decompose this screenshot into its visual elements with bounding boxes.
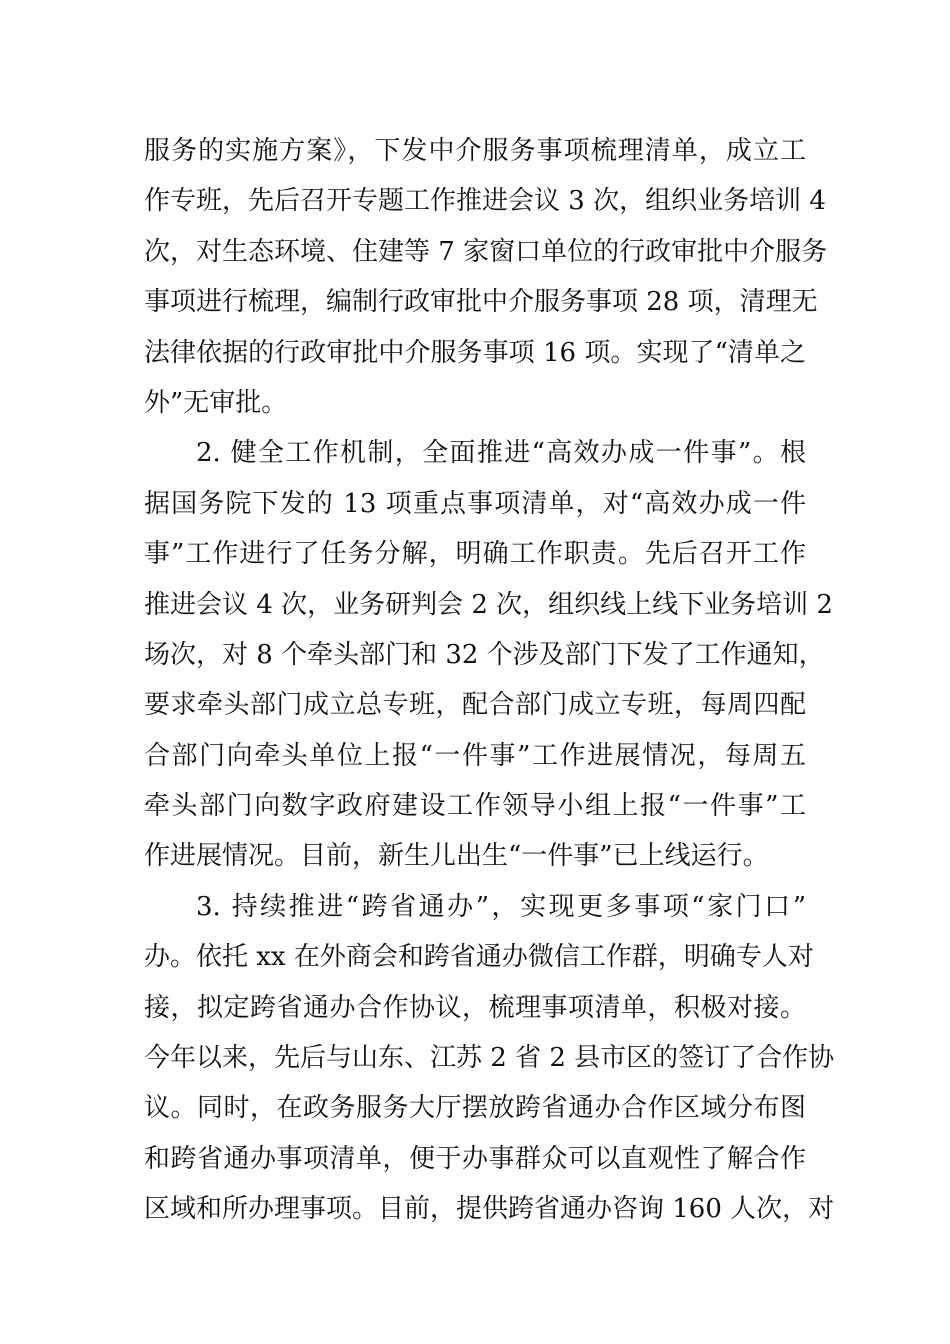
text-line: 要求牵头部门成立总专班，配合部门成立专班，每周四配 [144,690,806,721]
text-line: 合部门向牵头单位上报“一件事”工作进展情况，每周五 [144,740,806,771]
text-line: 事项进行梳理，编制行政审批中介服务事项 28 项，清理无 [144,287,818,318]
text-line: 今年以来，先后与山东、江苏 2 省 2 县市区的签订了合作协 [144,1043,835,1074]
text-line: 外”无审批。 [144,387,288,418]
text-line: 接，拟定跨省通办合作协议，梳理事项清单，积极对接。 [144,992,806,1023]
body-text [144,126,835,1235]
text-line: 法律依据的行政审批中介服务事项 16 项。实现了“清单之 [144,337,806,368]
text-line: 场次，对 8 个牵头部门和 32 个涉及部门下发了工作通知， [144,639,825,670]
text-line: 作专班，先后召开专题工作推进会议 3 次，组织业务培训 4 [144,186,826,217]
text-line: 办。依托 xx 在外商会和跨省通办微信工作群，明确专人对 [144,942,814,973]
text-line: 作进展情况。目前，新生儿出生“一件事”已上线运行。 [144,841,769,872]
paragraph-3-start: 3. 持续推进“跨省通办”，实现更多事项“家门口” [196,891,806,922]
paragraph-2-start: 2. 健全工作机制，全面推进“高效办成一件事”。根 [196,438,806,469]
text-line: 服务的实施方案》，下发中介服务事项梳理清单，成立工 [144,136,806,166]
text-line: 次，对生态环境、住建等 7 家窗口单位的行政审批中介服务 [144,236,828,267]
text-line: 推进会议 4 次，业务研判会 2 次，组织线上线下业务培训 2 [144,589,833,620]
text-line: 区域和所办理事项。目前，提供跨省通办咨询 160 人次，对 [144,1194,835,1225]
text-line: 和跨省通办事项清单，便于办事群众可以直观性了解合作 [144,1143,806,1174]
text-line: 牵头部门向数字政府建设工作领导小组上报“一件事”工 [144,791,806,822]
text-line: 议。同时，在政务服务大厅摆放跨省通办合作区域分布图 [144,1093,806,1124]
text-line: 据国务院下发的 13 项重点事项清单，对“高效办成一件 [144,488,806,519]
text-line: 事”工作进行了任务分解，明确工作职责。先后召开工作 [144,539,806,570]
